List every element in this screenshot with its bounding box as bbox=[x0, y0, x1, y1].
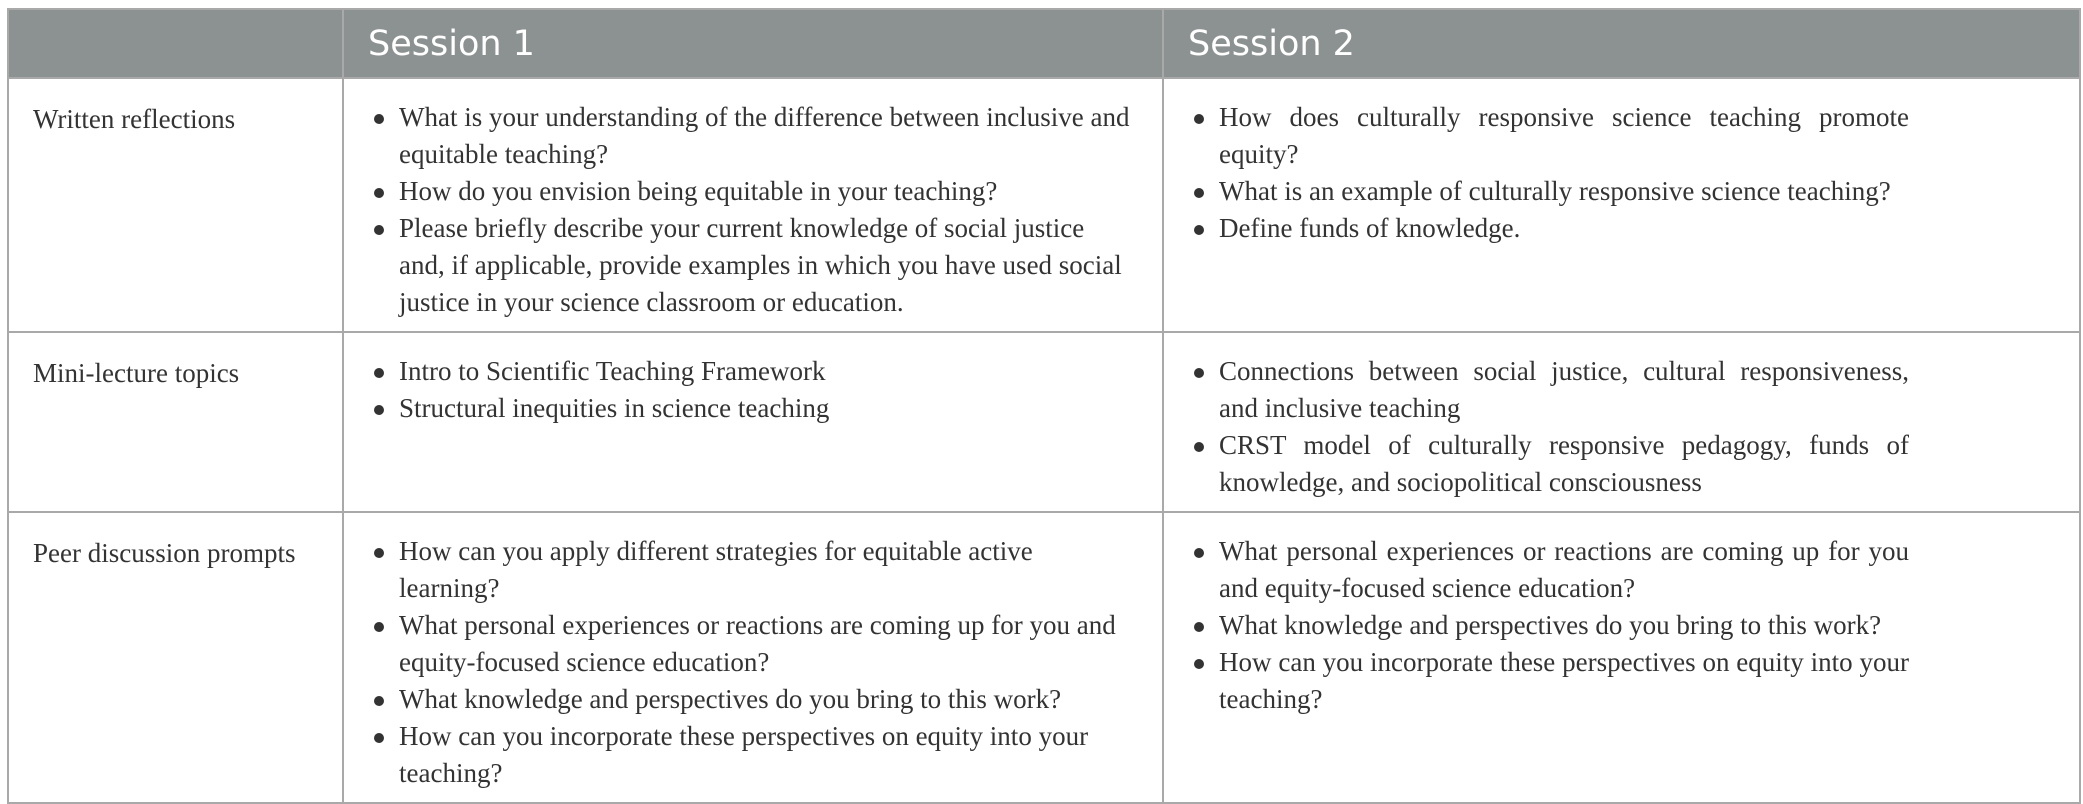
header-row bbox=[8, 9, 2080, 78]
list-item bbox=[344, 718, 1162, 792]
session-1-cell bbox=[343, 512, 1163, 803]
row-peer-discussion-prompts bbox=[8, 512, 2080, 803]
list-item bbox=[344, 353, 1162, 390]
list-item-text: What is your understanding of the difference between inclusive and equitable teaching? bbox=[399, 102, 1130, 169]
header-session-2: Session 2 bbox=[1163, 9, 2080, 78]
session-2-cell bbox=[1163, 512, 2080, 803]
list-item bbox=[1164, 173, 2079, 210]
bullet-icon bbox=[1194, 622, 1204, 632]
bullet-icon bbox=[374, 548, 384, 558]
list-item bbox=[344, 607, 1162, 681]
list-item-text: Please briefly describe your current knowledge of social justice and, if applicable, provide examples in which you have used social justice in your science classroom or education. bbox=[399, 213, 1122, 317]
list-item bbox=[1164, 353, 2079, 427]
sessions-table bbox=[7, 8, 2081, 804]
bullet-icon bbox=[374, 622, 384, 632]
list-item bbox=[344, 210, 1162, 321]
list-item-text: How do you envision being equitable in your teaching? bbox=[399, 176, 998, 206]
list-item bbox=[344, 99, 1162, 173]
bullet-list bbox=[1164, 513, 2079, 728]
session-1-cell bbox=[343, 332, 1163, 512]
list-item bbox=[1164, 210, 2079, 247]
list-item bbox=[344, 390, 1162, 427]
session-1-cell bbox=[343, 78, 1163, 332]
bullet-icon bbox=[374, 114, 384, 124]
bullet-icon bbox=[374, 188, 384, 198]
bullet-icon bbox=[374, 405, 384, 415]
list-item bbox=[1164, 644, 2079, 718]
session-2-cell bbox=[1163, 332, 2080, 512]
list-item-text: How can you incorporate these perspectives on equity into your teaching? bbox=[1219, 647, 1909, 714]
bullet-icon bbox=[1194, 442, 1204, 452]
bullet-list bbox=[1164, 79, 2079, 257]
bullet-list bbox=[1164, 333, 2079, 511]
list-item-text: Connections between social justice, cultural responsiveness, and inclusive teaching bbox=[1219, 356, 1909, 423]
bullet-icon bbox=[1194, 188, 1204, 198]
list-item-text: How can you apply different strategies for equitable active learning? bbox=[399, 536, 1033, 603]
bullet-icon bbox=[374, 368, 384, 378]
bullet-icon bbox=[1194, 659, 1204, 669]
bullet-icon bbox=[374, 696, 384, 706]
list-item-text: What personal experiences or reactions are coming up for you and equity-focused science education? bbox=[1219, 536, 1909, 603]
list-item bbox=[1164, 533, 2079, 607]
list-item-text: How does culturally responsive science teaching promote equity? bbox=[1219, 102, 1909, 169]
bullet-list bbox=[344, 513, 1162, 802]
list-item bbox=[344, 173, 1162, 210]
row-mini-lecture-topics bbox=[8, 332, 2080, 512]
row-label: Peer discussion prompts bbox=[8, 512, 343, 803]
list-item bbox=[1164, 99, 2079, 173]
list-item-text: What knowledge and perspectives do you bring to this work? bbox=[399, 684, 1062, 714]
row-written-reflections bbox=[8, 78, 2080, 332]
row-label: Written reflections bbox=[8, 78, 343, 332]
list-item bbox=[344, 681, 1162, 718]
list-item bbox=[344, 533, 1162, 607]
list-item-text: What is an example of culturally responsive science teaching? bbox=[1219, 176, 1891, 206]
list-item-text: How can you incorporate these perspectives on equity into your teaching? bbox=[399, 721, 1089, 788]
session-2-cell bbox=[1163, 78, 2080, 332]
list-item-text: Structural inequities in science teaching bbox=[399, 393, 830, 423]
bullet-list bbox=[344, 79, 1162, 331]
bullet-icon bbox=[1194, 114, 1204, 124]
list-item-text: What personal experiences or reactions are coming up for you and equity-focused science education? bbox=[399, 610, 1116, 677]
list-item-text: What knowledge and perspectives do you bring to this work? bbox=[1219, 610, 1882, 640]
bullet-icon bbox=[1194, 225, 1204, 235]
bullet-list bbox=[344, 333, 1162, 437]
header-session-1: Session 1 bbox=[343, 9, 1163, 78]
list-item-text: Define funds of knowledge. bbox=[1219, 213, 1521, 243]
bullet-icon bbox=[1194, 548, 1204, 558]
row-label: Mini-lecture topics bbox=[8, 332, 343, 512]
bullet-icon bbox=[1194, 368, 1204, 378]
list-item bbox=[1164, 607, 2079, 644]
list-item-text: Intro to Scientific Teaching Framework bbox=[399, 356, 826, 386]
list-item bbox=[1164, 427, 2079, 501]
list-item-text: CRST model of culturally responsive pedagogy, funds of knowledge, and sociopolitical consciousness bbox=[1219, 430, 1909, 497]
header-empty bbox=[8, 9, 343, 78]
bullet-icon bbox=[374, 733, 384, 743]
bullet-icon bbox=[374, 225, 384, 235]
